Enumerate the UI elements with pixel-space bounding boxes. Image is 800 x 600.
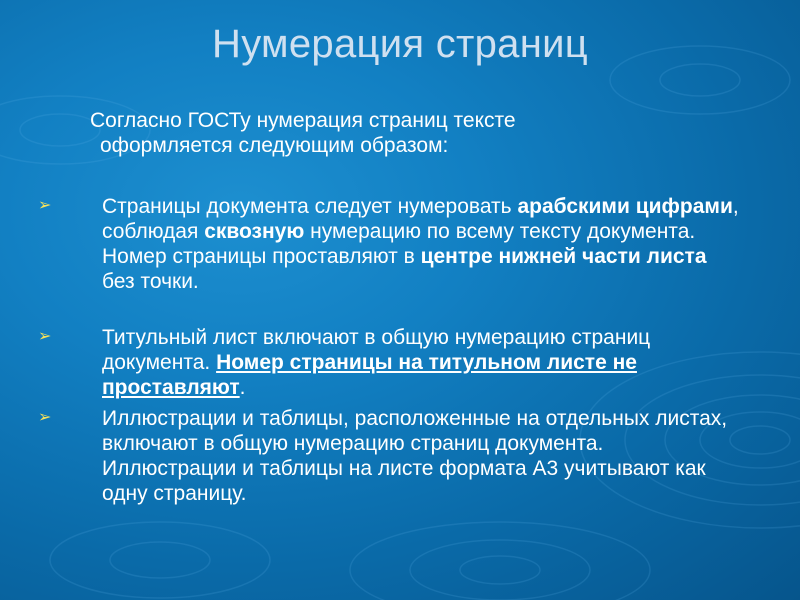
bold-text-run: арабскими цифрами [517,195,733,218]
arrow-bullet-icon: ➢ [38,328,52,345]
text-run: Титульный лист включают в общую нумерацию страниц документа. [102,326,651,374]
intro-line-2: оформляется следующим образом: [100,134,449,157]
intro-paragraph [90,108,710,158]
bold-text-run: центре нижней части листа [420,245,707,268]
arrow-bullet-icon: ➢ [38,197,52,214]
text-run: , соблюдая [102,195,739,243]
intro-line-1: Согласно ГОСТу нумерация страниц тексте [90,109,516,132]
text-run: Страницы документа следует нумеровать [102,195,518,218]
bold-text-run: сквозную [204,220,305,243]
text-run: без точки. [102,270,199,293]
arrow-bullet-icon: ➢ [38,409,52,426]
list-item-text [102,325,742,400]
slide-title: Нумерация страниц [212,22,588,66]
text-run: . [239,376,246,399]
text-run: Иллюстрации и таблицы, расположенные на отдельных листах, включают в общую нумерацию страниц документа. Иллюстрации и таблицы на листе формата А3 учитывают как одну страницу. [102,407,728,505]
list-item-text [102,406,742,506]
bold-underlined-text-run: Номер страницы на титульном листе не проставляют [102,351,637,399]
text-run: нумерацию по всему тексту документа. Номер страницы проставляют в [102,220,696,268]
list-item-text [102,194,742,294]
